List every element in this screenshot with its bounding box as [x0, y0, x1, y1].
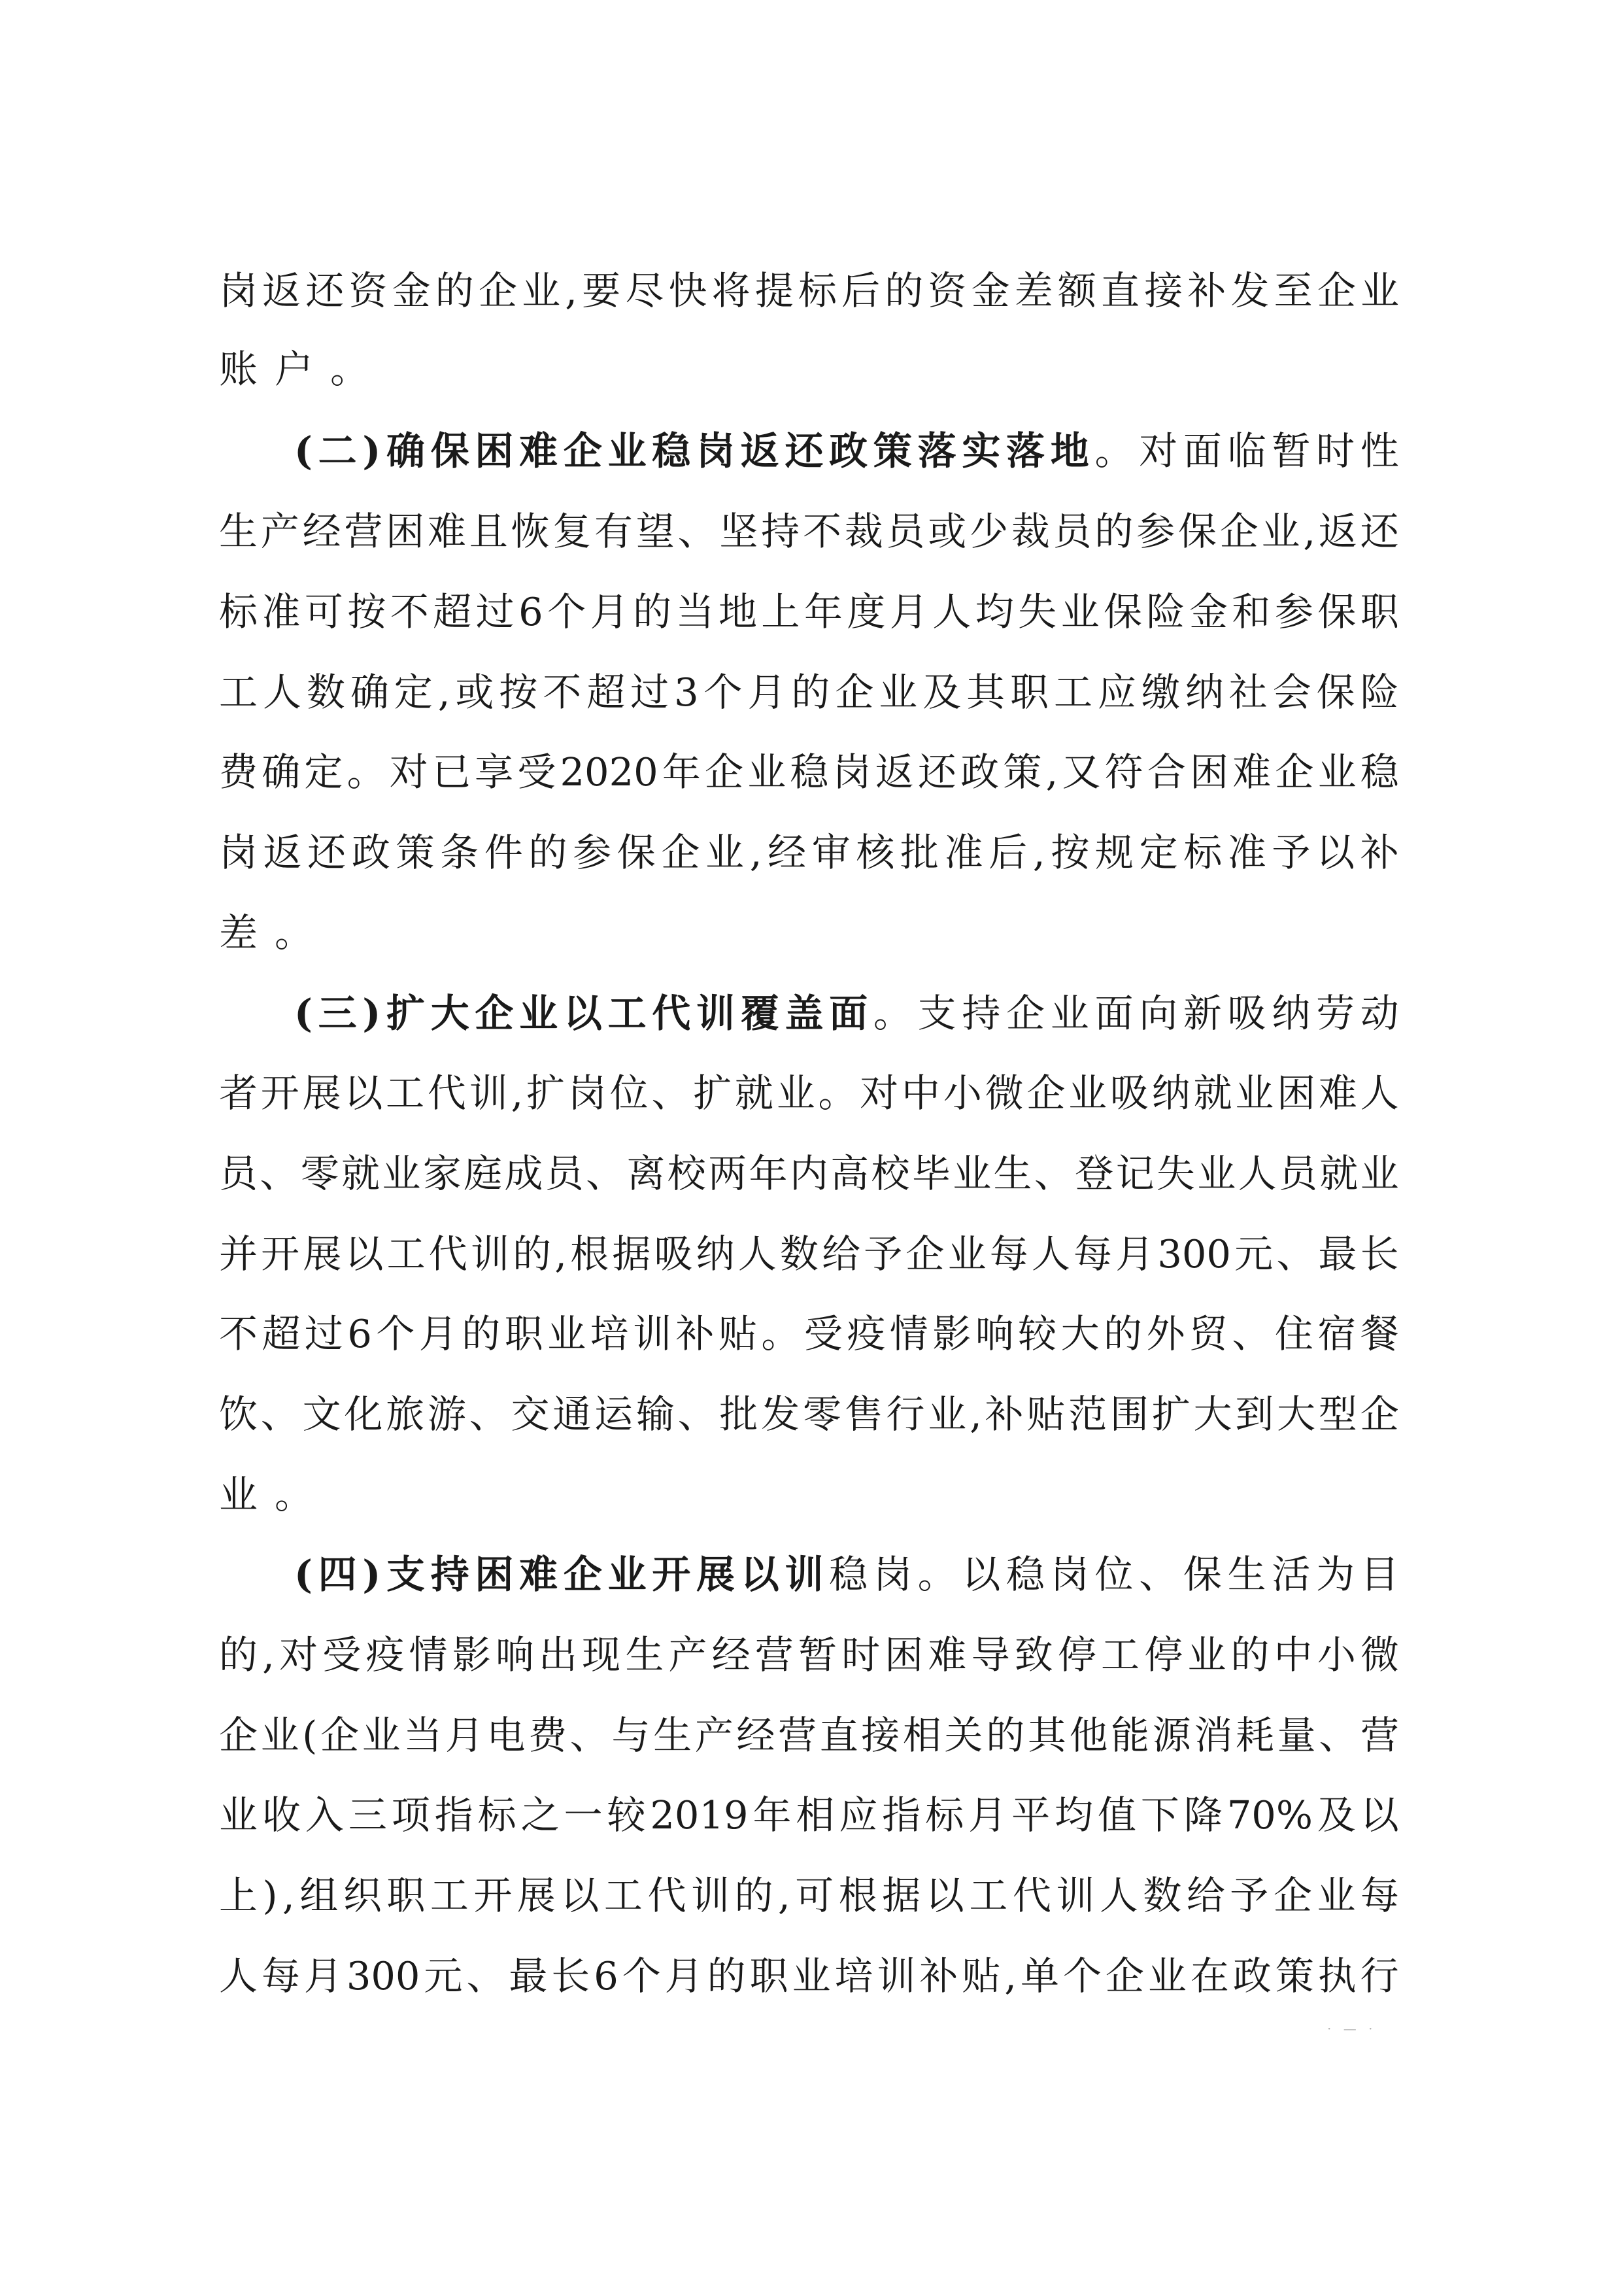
text-line: ( 二 ) 确 保 困 难 企 业 稳 岗 返 还 政 策 落 实 落 地 。 对 面 临 暂 时 性 [294, 428, 1399, 473]
text-line: ( 三 ) 扩 大 企 业 以 工 代 训 覆 盖 面 。 支 持 企 业 面 向 新 吸 纳 劳 动 [294, 991, 1399, 1036]
text-line: 费 确 定 。 对 已 享 受 2020 年 企 业 稳 岗 返 还 政 策 , 又 符 合 困 难 企 业 稳 [219, 749, 1399, 795]
text-line: 岗 返 还 资 金 的 企 业 , 要 尽 快 将 提 标 后 的 资 金 差 额 直 接 补 发 至 企 业 [219, 268, 1399, 313]
text-line: 不 超 过 6 个 月 的 职 业 培 训 补 贴 。 受 疫 情 影 响 较 大 的 外 贸 、 住 宿 餐 [219, 1311, 1399, 1356]
text-line: 业 收 入 三 项 指 标 之 一 较 2019 年 相 应 指 标 月 平 均 值 下 降 70% 及 以 [219, 1792, 1399, 1838]
text-line: 标 准 可 按 不 超 过 6 个 月 的 当 地 上 年 度 月 人 均 失 业 保 险 金 和 参 保 职 [219, 589, 1399, 634]
text-line: 上 ) , 组 织 职 工 开 展 以 工 代 训 的 , 可 根 据 以 工 代 训 人 数 给 予 企 业 每 [219, 1873, 1399, 1918]
text-line: 并 开 展 以 工 代 训 的 , 根 据 吸 纳 人 数 给 予 企 业 每 人 每 月 300 元 、 最 长 [219, 1231, 1399, 1277]
text-line: 的 , 对 受 疫 情 影 响 出 现 生 产 经 营 暂 时 困 难 导 致 停 工 停 业 的 中 小 微 [219, 1632, 1399, 1677]
text-line: 账 户 。 [219, 347, 369, 392]
text-line: 工 人 数 确 定 , 或 按 不 超 过 3 个 月 的 企 业 及 其 职 工 应 缴 纳 社 会 保 险 [219, 670, 1399, 715]
text-line: 差 。 [219, 910, 314, 955]
text-line: 人 每 月 300 元 、 最 长 6 个 月 的 职 业 培 训 补 贴 , 单 个 企 业 在 政 策 执 行 [219, 1953, 1399, 1998]
text-line: 者 开 展 以 工 代 训 , 扩 岗 位 、 扩 就 业 。 对 中 小 微 企 业 吸 纳 就 业 困 难 人 [219, 1071, 1399, 1116]
page-corner-mark: · — · [1327, 2021, 1377, 2036]
text-line: 员 、 零 就 业 家 庭 成 员 、 离 校 两 年 内 高 校 毕 业 生 、 登 记 失 业 人 员 就 业 [219, 1151, 1399, 1196]
text-line: 生 产 经 营 困 难 且 恢 复 有 望 、 坚 持 不 裁 员 或 少 裁 员 的 参 保 企 业 , 返 还 [219, 509, 1399, 554]
text-line: 业 。 [219, 1472, 314, 1517]
text-line: ( 四 ) 支 持 困 难 企 业 开 展 以 训 稳 岗 。 以 稳 岗 位 、 保 生 活 为 目 [294, 1552, 1399, 1597]
text-line: 饮 、 文 化 旅 游 、 交 通 运 输 、 批 发 零 售 行 业 , 补 贴 范 围 扩 大 到 大 型 企 [219, 1392, 1399, 1437]
text-line: 企 业 ( 企 业 当 月 电 费 、 与 生 产 经 营 直 接 相 关 的 其 他 能 源 消 耗 量 、 营 [219, 1713, 1399, 1758]
text-line: 岗 返 还 政 策 条 件 的 参 保 企 业 , 经 审 核 批 准 后 , 按 规 定 标 准 予 以 补 [219, 830, 1399, 875]
